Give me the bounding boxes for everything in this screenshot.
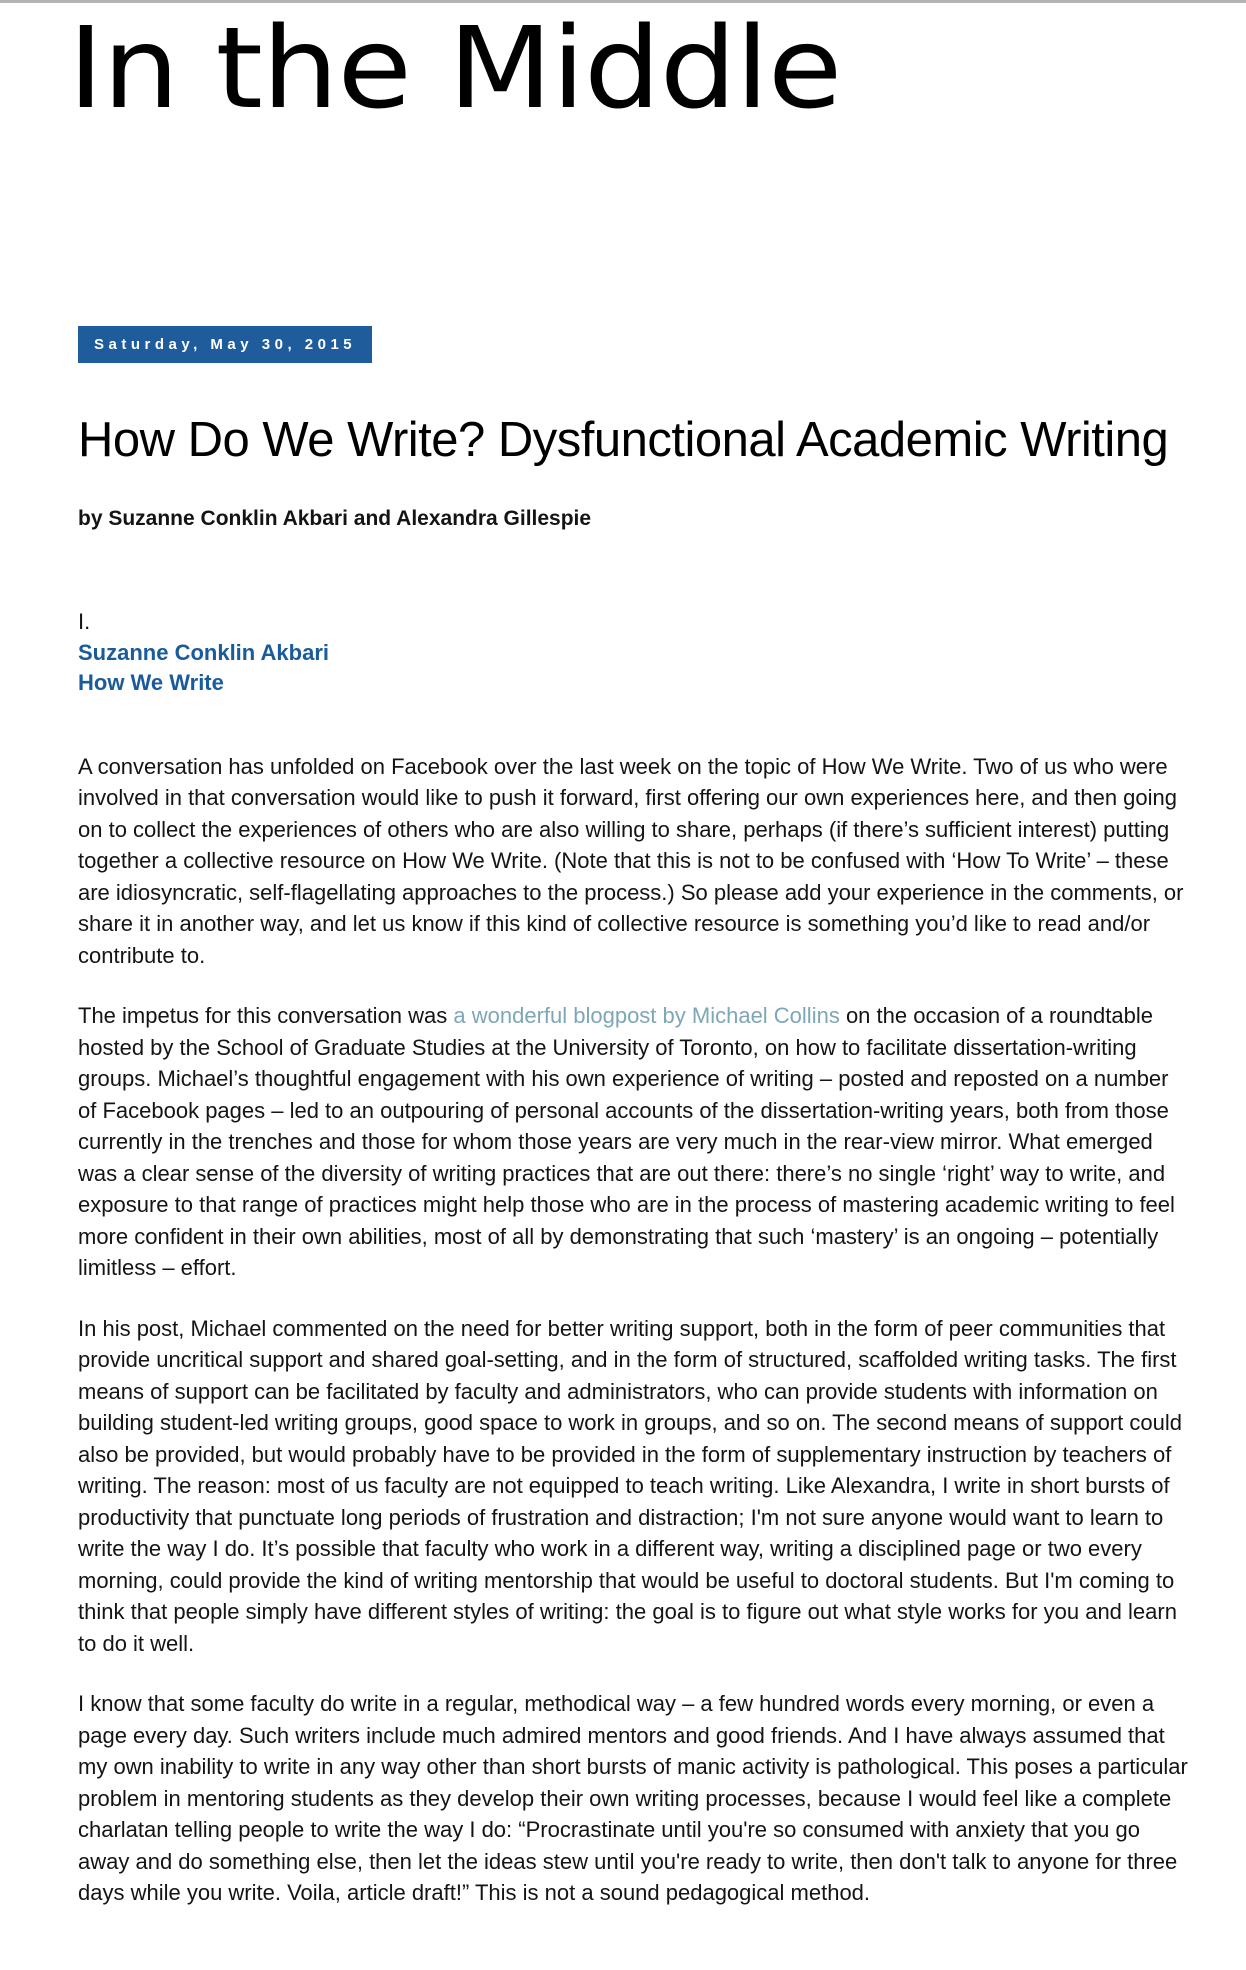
section-numeral: I.: [78, 609, 91, 635]
section-author-row: [78, 638, 1190, 669]
post-title: How Do We Write? Dysfunctional Academic Writing: [78, 413, 1169, 468]
paragraph-1: A conversation has unfolded on Facebook over the last week on the topic of How We Write. Two of us who were involved in that conversation would like to push it forward, first offering our own experiences here, and then going on to collect the experiences of others who are also willing to share, perhaps (if there’s sufficient interest) putting together a collective resource on How We Write. (Note that this is not to be confused with ‘How To Write’ – these are idiosyncratic, self-flagellating approaches to the process.) So please add your experience in the comments, or share it in another way, and let us know if this kind of collective resource is something you’d like to read and/or contribute to.: [78, 753, 1184, 968]
blog-header: [68, 4, 1246, 134]
paragraph-4: I know that some faculty do write in a regular, methodical way – a few hundred words every morning, or even a page every day. Such writers include much admired mentors and good friends. And I have always assumed that my own inability to write in any way other than short bursts of manic activity is pathological. This poses a particular problem in mentoring students as they develop their own writing processes, because I would feel like a complete charlatan telling people to write the way I do: “Procrastinate until you're so consumed with anxiety that you go away and do something else, then let the ideas stew until you're ready to write, then don't talk to anyone for three days while you write. Voila, article draft!” This is not a sound pedagogical method.: [78, 1691, 1188, 1906]
post-article: [78, 130, 1190, 1909]
post-byline: by Suzanne Conklin Akbari and Alexandra Gillespie: [78, 507, 592, 531]
blog-title-link[interactable]: In the Middle: [68, 4, 842, 134]
section-head: [78, 607, 1190, 699]
paragraph-3: In his post, Michael commented on the need for better writing support, both in the form of peer communities that provide uncritical support and shared goal-setting, and in the form of structured, scaffolded writing tasks. The first means of support can be facilitated by faculty and administrators, who can provide students with information on building student-led writing groups, good space to work in groups, and so on. The second means of support could also be provided, but would probably have to be provided in the form of supplementary instruction by teachers of writing. The reason: most of us faculty are not equipped to teach writing. Like Alexandra, I write in short bursts of productivity that punctuate long periods of frustration and distraction; I'm not sure anyone would want to learn to write the way I do. It’s possible that faculty who work in a different way, writing a disciplined page or two every morning, could provide the kind of writing mentorship that would be useful to doctoral students. But I'm coming to think that people simply have different styles of writing: the goal is to figure out what style works for you and learn to do it well.: [78, 1315, 1182, 1656]
topic-link[interactable]: How We Write: [78, 670, 224, 696]
paragraph-2: [78, 1000, 1190, 1284]
paragraph-2-text-before: The impetus for this conversation was: [78, 1003, 454, 1029]
author-link[interactable]: Suzanne Conklin Akbari: [78, 639, 330, 665]
paragraph-2-text-after: on the occasion of a roundtable hosted by the School of Graduate Studies at the University of Toronto, on how to facilitate dissertation-writing groups. Michael’s thoughtful engagement with his own experience of writing – posted and reposted on a number of Facebook pages – led to an outpouring of personal accounts of the dissertation-writing years, both from those currently in the trenches and those for whom those years are very much in the rear-view mirror. What emerged was a clear sense of the diversity of writing practices that are out there: there’s no single ‘right’ way to write, and exposure to that range of practices might help those who are in the process of mastering academic writing to feel more confident in their own abilities, most of all by demonstrating that such ‘mastery’ is an ongoing – potentially limitless – effort.: [78, 1003, 1175, 1281]
post-body: [78, 751, 1190, 1909]
section-topic-row: [78, 668, 1190, 699]
blogpost-link[interactable]: a wonderful blogpost by Michael Collins: [453, 1003, 840, 1029]
top-divider: [0, 0, 1246, 3]
post-date-badge: Saturday, May 30, 2015: [78, 326, 372, 363]
